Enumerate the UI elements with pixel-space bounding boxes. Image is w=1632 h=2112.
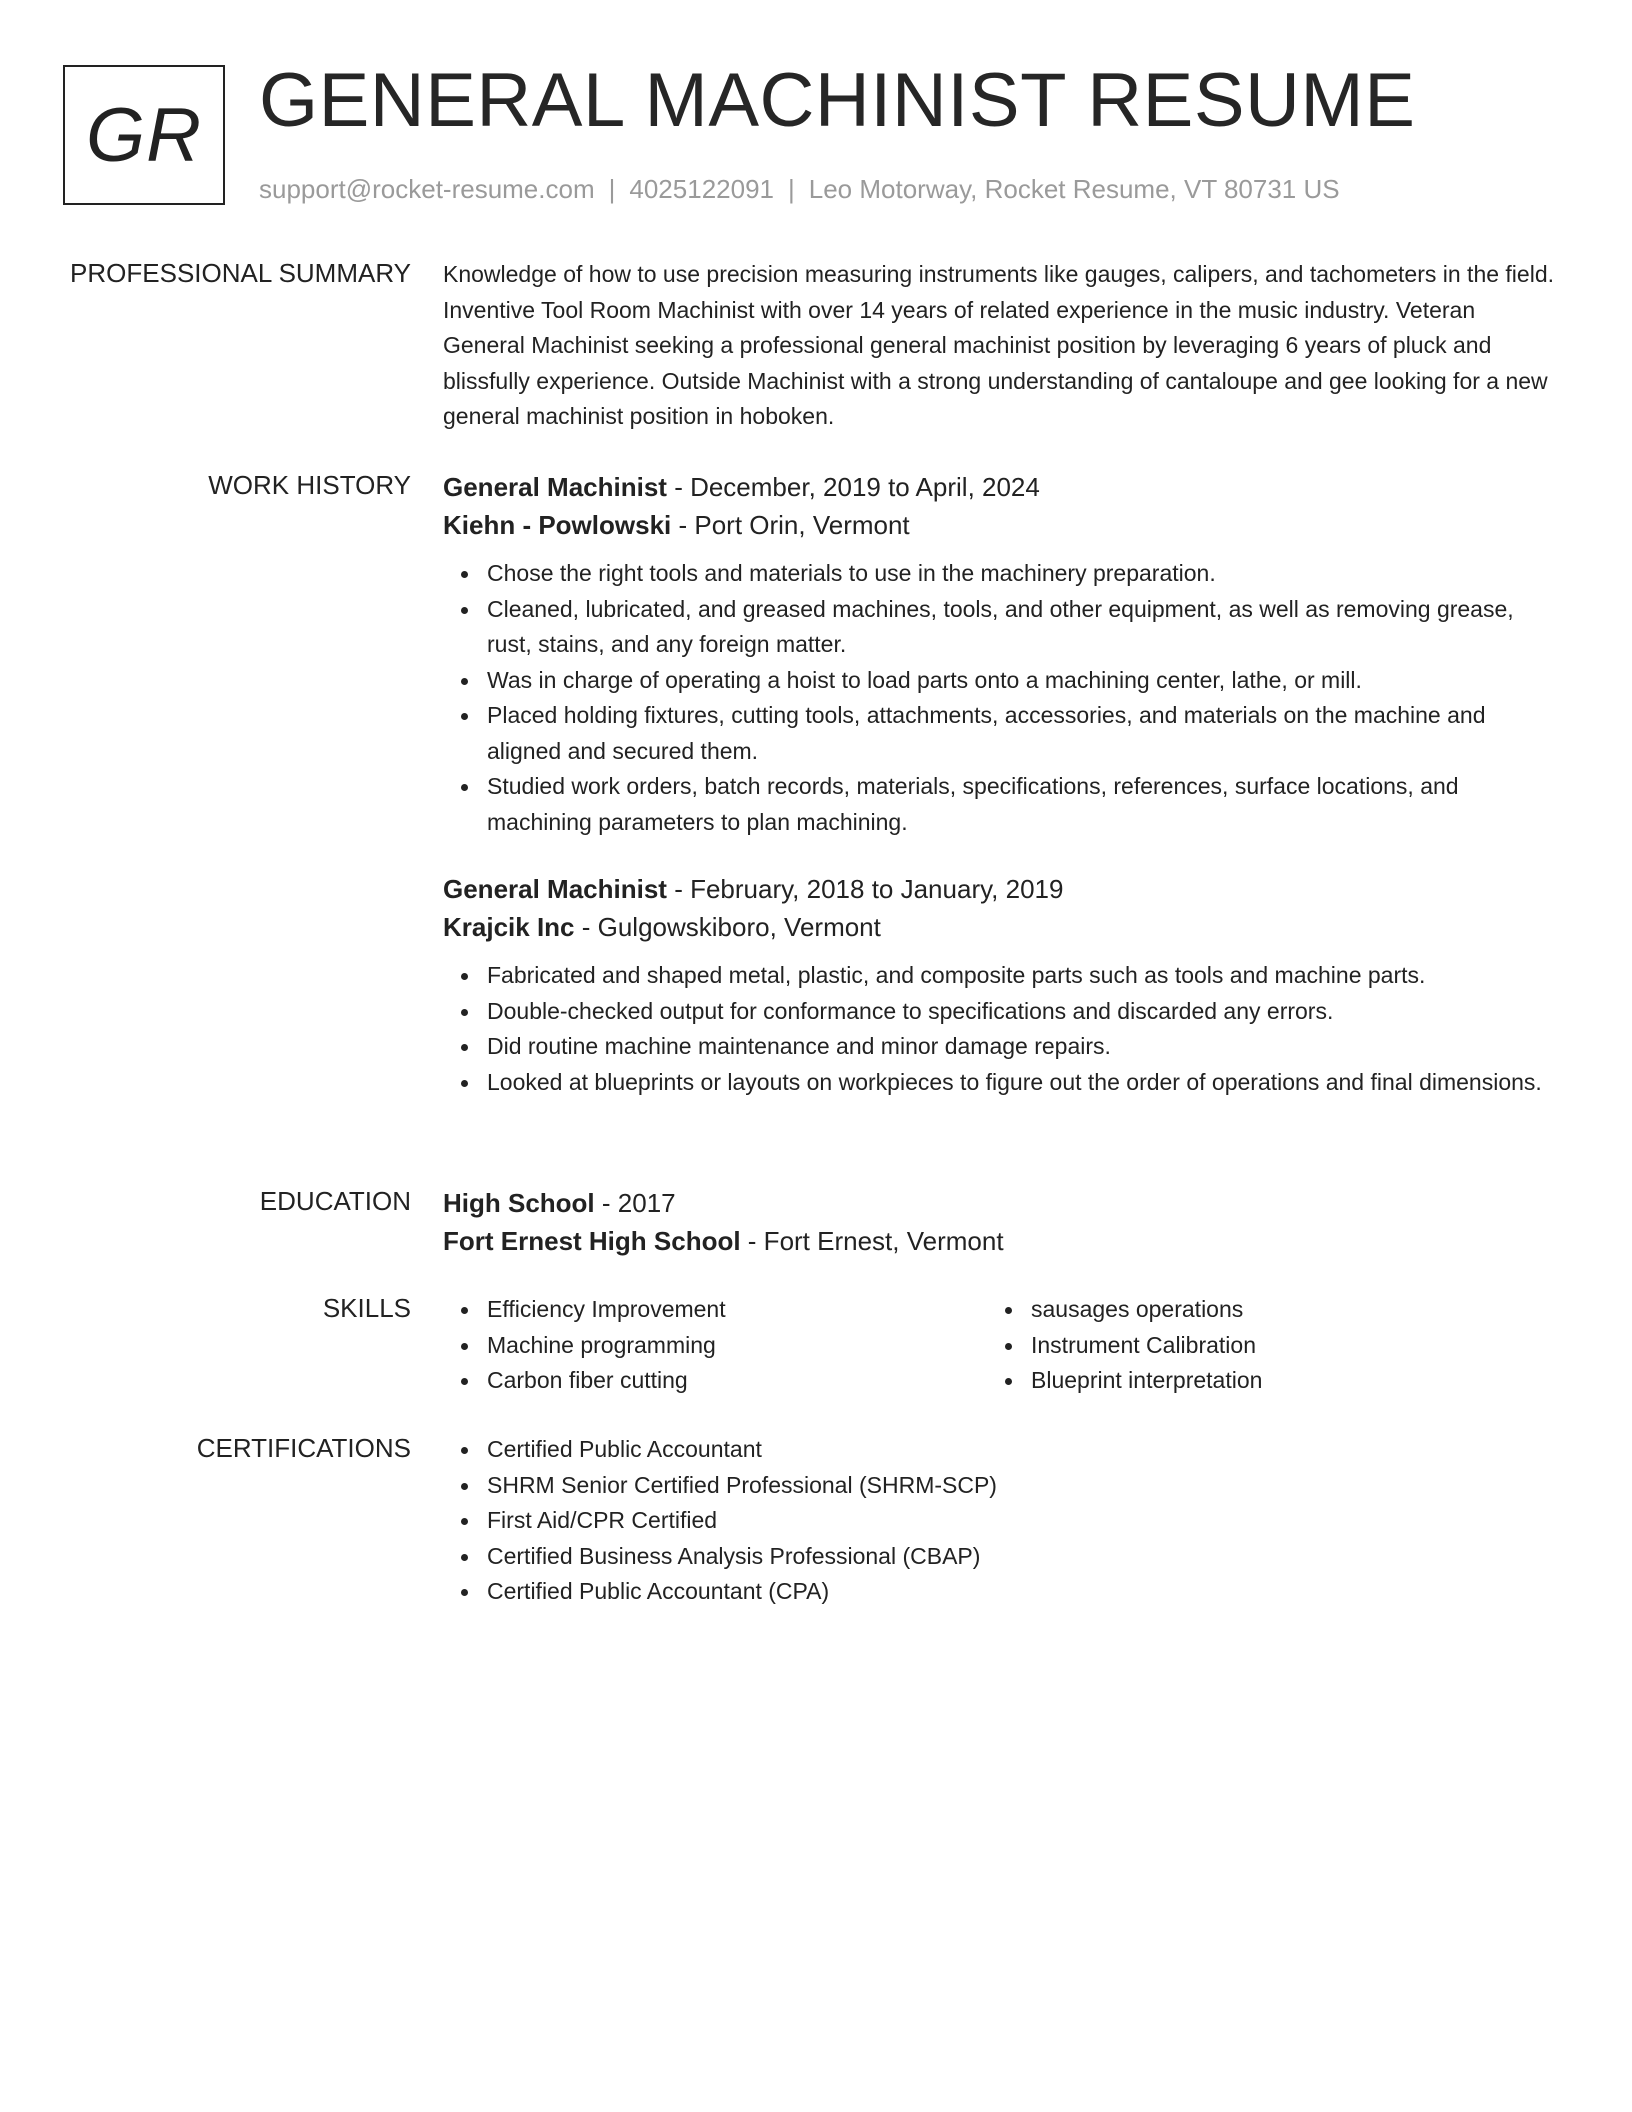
contact-phone[interactable]: 4025122091 xyxy=(629,174,774,204)
list-item: Efficiency Improvement xyxy=(487,1292,987,1328)
list-item: Certified Public Accountant (CPA) xyxy=(487,1574,1555,1610)
company-location: - Gulgowskiboro, Vermont xyxy=(574,912,881,942)
degree-line xyxy=(443,1184,1555,1222)
section-label: PROFESSIONAL SUMMARY xyxy=(70,258,411,288)
job-entry xyxy=(443,468,1555,840)
section-label: WORK HISTORY xyxy=(208,470,411,500)
section-body xyxy=(443,1432,1555,1610)
list-item: Carbon fiber cutting xyxy=(487,1363,987,1399)
list-item: Looked at blueprints or layouts on workpieces to figure out the order of operations and final dimensions. xyxy=(487,1065,1555,1101)
list-item: Fabricated and shaped metal, plastic, and composite parts such as tools and machine parts. xyxy=(487,958,1555,994)
job-duties xyxy=(443,958,1555,1100)
list-item: Cleaned, lubricated, and greased machines, tools, and other equipment, as well as removing grease, rust, stains, and any foreign matter. xyxy=(487,592,1555,663)
list-item: Placed holding fixtures, cutting tools, attachments, accessories, and materials on the machine and aligned and secured them. xyxy=(487,698,1555,769)
list-item: SHRM Senior Certified Professional (SHRM-SCP) xyxy=(487,1468,1555,1504)
school-name: Fort Ernest High School xyxy=(443,1226,741,1256)
monogram-badge xyxy=(63,65,225,205)
degree: High School xyxy=(443,1188,595,1218)
job-title: General Machinist xyxy=(443,472,667,502)
job-title: General Machinist xyxy=(443,874,667,904)
school-location: - Fort Ernest, Vermont xyxy=(740,1226,1004,1256)
section-label: EDUCATION xyxy=(259,1186,411,1216)
skills-grid xyxy=(443,1292,1555,1399)
skills-column-right xyxy=(987,1292,1531,1399)
contact-separator: | xyxy=(788,174,795,204)
list-item: Double-checked output for conformance to specifications and discarded any errors. xyxy=(487,994,1555,1030)
list-item: Chose the right tools and materials to use in the machinery preparation. xyxy=(487,556,1555,592)
job-title-line xyxy=(443,468,1555,506)
resume-title: GENERAL MACHINIST RESUME xyxy=(259,58,1416,143)
job-entry xyxy=(443,870,1555,1100)
company-location: - Port Orin, Vermont xyxy=(671,510,910,540)
list-item: Instrument Calibration xyxy=(1031,1328,1531,1364)
section-body xyxy=(443,468,1555,1100)
summary-text: Knowledge of how to use precision measuring instruments like gauges, calipers, and tachometers in the field. Inventive Tool Room Machinist with over 14 years of related experience in the music industry. Veteran General Machinist seeking a professional general machinist position by leveraging 6 years of pluck and blissfully experience. Outside Machinist with a strong understanding of cantaloupe and gee looking for a new general machinist position in hoboken. xyxy=(443,261,1554,429)
company-line xyxy=(443,506,1555,544)
contact-email[interactable]: support@rocket-resume.com xyxy=(259,174,595,204)
contact-separator: | xyxy=(608,174,616,204)
job-dates: - December, 2019 to April, 2024 xyxy=(666,472,1040,502)
company-line xyxy=(443,908,1555,946)
list-item: Machine programming xyxy=(487,1328,987,1364)
section-label: SKILLS xyxy=(322,1293,411,1323)
graduation-year: - 2017 xyxy=(594,1188,676,1218)
certifications-list xyxy=(443,1432,1555,1610)
list-item: sausages operations xyxy=(1031,1292,1531,1328)
list-item: Was in charge of operating a hoist to load parts onto a machining center, lathe, or mill. xyxy=(487,663,1555,699)
list-item: First Aid/CPR Certified xyxy=(487,1503,1555,1539)
list-item: Certified Business Analysis Professional (CBAP) xyxy=(487,1539,1555,1575)
contact-line xyxy=(259,172,1340,206)
list-item: Studied work orders, batch records, materials, specifications, references, surface locations, and machining parameters to plan machining. xyxy=(487,769,1555,840)
section-body xyxy=(443,257,1555,435)
list-item: Blueprint interpretation xyxy=(1031,1363,1531,1399)
section-body xyxy=(443,1292,1555,1399)
list-item: Did routine machine maintenance and minor damage repairs. xyxy=(487,1029,1555,1065)
monogram-text: GR xyxy=(86,92,202,178)
job-title-line xyxy=(443,870,1555,908)
section-label: CERTIFICATIONS xyxy=(196,1433,411,1463)
company-name: Kiehn - Powlowski xyxy=(443,510,672,540)
company-name: Krajcik Inc xyxy=(443,912,575,942)
job-dates: - February, 2018 to January, 2019 xyxy=(666,874,1064,904)
skills-column-left xyxy=(443,1292,987,1399)
list-item: Certified Public Accountant xyxy=(487,1432,1555,1468)
contact-address: Leo Motorway, Rocket Resume, VT 80731 US xyxy=(808,174,1340,204)
section-body xyxy=(443,1184,1555,1260)
job-duties xyxy=(443,556,1555,840)
school-line xyxy=(443,1222,1555,1260)
